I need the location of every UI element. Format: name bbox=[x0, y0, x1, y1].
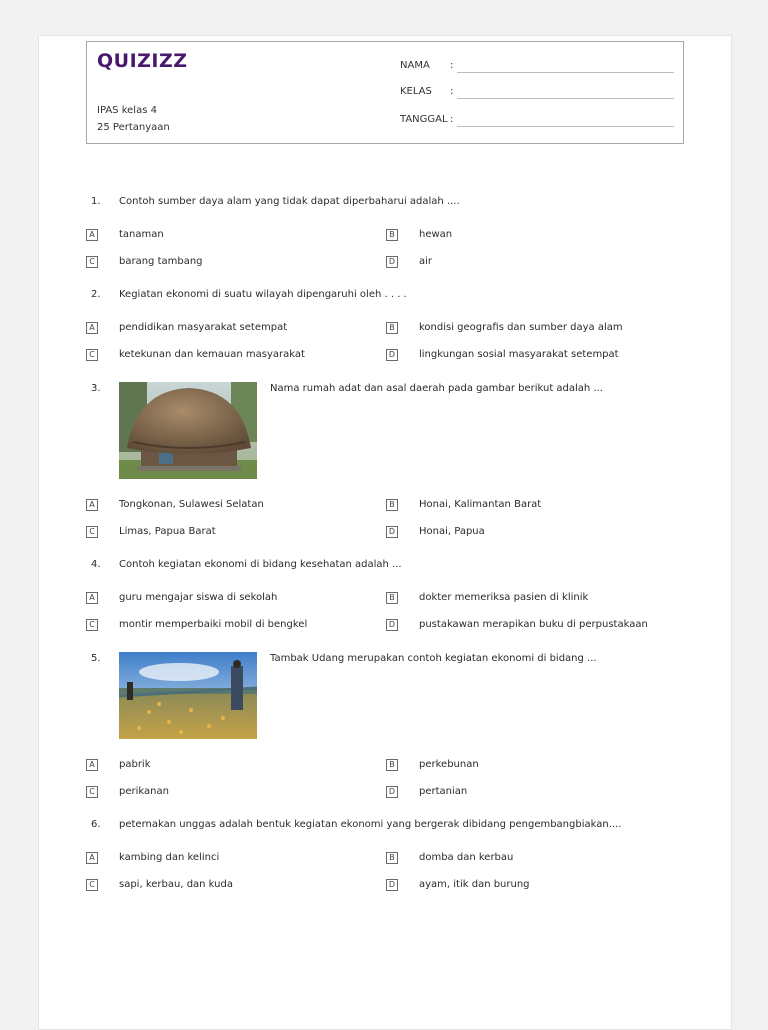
option-a-text: Tongkonan, Sulawesi Selatan bbox=[119, 499, 264, 510]
question-text: Contoh sumber daya alam yang tidak dapat diperbaharui adalah .... bbox=[119, 196, 460, 207]
question-text: Nama rumah adat dan asal daerah pada gambar berikut adalah ... bbox=[270, 383, 603, 394]
option-c-text: montir memperbaiki mobil di bengkel bbox=[119, 619, 308, 630]
option-a-box[interactable]: A bbox=[86, 759, 98, 771]
question-number: 1. bbox=[91, 196, 101, 207]
question-number: 6. bbox=[91, 819, 101, 830]
name-field[interactable] bbox=[457, 72, 674, 73]
option-d-box[interactable]: D bbox=[386, 879, 398, 891]
option-b-text: domba dan kerbau bbox=[419, 852, 514, 863]
option-c-text: barang tambang bbox=[119, 256, 203, 267]
option-c-box[interactable]: C bbox=[86, 256, 98, 268]
option-a-box[interactable]: A bbox=[86, 852, 98, 864]
option-a-text: guru mengajar siswa di sekolah bbox=[119, 592, 278, 603]
option-a-box[interactable]: A bbox=[86, 229, 98, 241]
question-text: Kegiatan ekonomi di suatu wilayah dipengaruhi oleh . . . . bbox=[119, 289, 407, 300]
option-a-text: kambing dan kelinci bbox=[119, 852, 220, 863]
option-a-text: pendidikan masyarakat setempat bbox=[119, 322, 288, 333]
option-d-text: Honai, Papua bbox=[419, 526, 485, 537]
question-number: 3. bbox=[91, 383, 101, 394]
option-d-box[interactable]: D bbox=[386, 619, 398, 631]
option-b-box[interactable]: B bbox=[386, 229, 398, 241]
shrimp-pond-image bbox=[119, 652, 257, 739]
option-b-text: dokter memeriksa pasien di klinik bbox=[419, 592, 589, 603]
name-colon: : bbox=[450, 60, 454, 71]
name-label: NAMA bbox=[400, 60, 430, 71]
option-c-box[interactable]: C bbox=[86, 879, 98, 891]
option-d-text: pustakawan merapikan buku di perpustakaan bbox=[419, 619, 648, 630]
date-colon: : bbox=[450, 114, 454, 125]
date-field[interactable] bbox=[457, 126, 674, 127]
option-b-text: kondisi geografis dan sumber daya alam bbox=[419, 322, 623, 333]
option-b-box[interactable]: B bbox=[386, 322, 398, 334]
question-number: 2. bbox=[91, 289, 101, 300]
option-b-box[interactable]: B bbox=[386, 592, 398, 604]
option-c-box[interactable]: C bbox=[86, 526, 98, 538]
option-d-box[interactable]: D bbox=[386, 349, 398, 361]
option-a-box[interactable]: A bbox=[86, 499, 98, 511]
option-c-text: ketekunan dan kemauan masyarakat bbox=[119, 349, 305, 360]
honai-house-image bbox=[119, 382, 257, 479]
class-colon: : bbox=[450, 86, 454, 97]
option-c-text: sapi, kerbau, dan kuda bbox=[119, 879, 233, 890]
option-c-text: Limas, Papua Barat bbox=[119, 526, 216, 537]
option-c-box[interactable]: C bbox=[86, 619, 98, 631]
option-b-box[interactable]: B bbox=[386, 759, 398, 771]
question-count: 25 Pertanyaan bbox=[97, 122, 170, 133]
option-d-text: pertanian bbox=[419, 786, 468, 797]
class-label: KELAS bbox=[400, 86, 432, 97]
subject-label: IPAS kelas 4 bbox=[97, 105, 157, 116]
option-b-text: Honai, Kalimantan Barat bbox=[419, 499, 542, 510]
question-text: Tambak Udang merupakan contoh kegiatan ekonomi di bidang ... bbox=[270, 653, 597, 664]
option-b-box[interactable]: B bbox=[386, 499, 398, 511]
option-c-box[interactable]: C bbox=[86, 786, 98, 798]
question-number: 5. bbox=[91, 653, 101, 664]
question-number: 4. bbox=[91, 559, 101, 570]
class-field[interactable] bbox=[457, 98, 674, 99]
option-a-box[interactable]: A bbox=[86, 322, 98, 334]
option-b-text: hewan bbox=[419, 229, 453, 240]
option-a-text: pabrik bbox=[119, 759, 151, 770]
option-a-box[interactable]: A bbox=[86, 592, 98, 604]
question-text: Contoh kegiatan ekonomi di bidang kesehatan adalah ... bbox=[119, 559, 402, 570]
option-b-box[interactable]: B bbox=[386, 852, 398, 864]
option-c-box[interactable]: C bbox=[86, 349, 98, 361]
option-b-text: perkebunan bbox=[419, 759, 479, 770]
option-d-text: air bbox=[419, 256, 433, 267]
option-c-text: perikanan bbox=[119, 786, 169, 797]
question-text: peternakan unggas adalah bentuk kegiatan ekonomi yang bergerak dibidang pengembangbiakan.... bbox=[119, 819, 622, 830]
option-d-box[interactable]: D bbox=[386, 256, 398, 268]
worksheet-header bbox=[86, 41, 684, 144]
option-d-box[interactable]: D bbox=[386, 526, 398, 538]
option-d-text: lingkungan sosial masyarakat setempat bbox=[419, 349, 619, 360]
option-d-text: ayam, itik dan burung bbox=[419, 879, 530, 890]
date-label: TANGGAL bbox=[400, 114, 448, 125]
option-d-box[interactable]: D bbox=[386, 786, 398, 798]
quizizz-logo: QUIZIZZ bbox=[97, 50, 188, 72]
option-a-text: tanaman bbox=[119, 229, 164, 240]
